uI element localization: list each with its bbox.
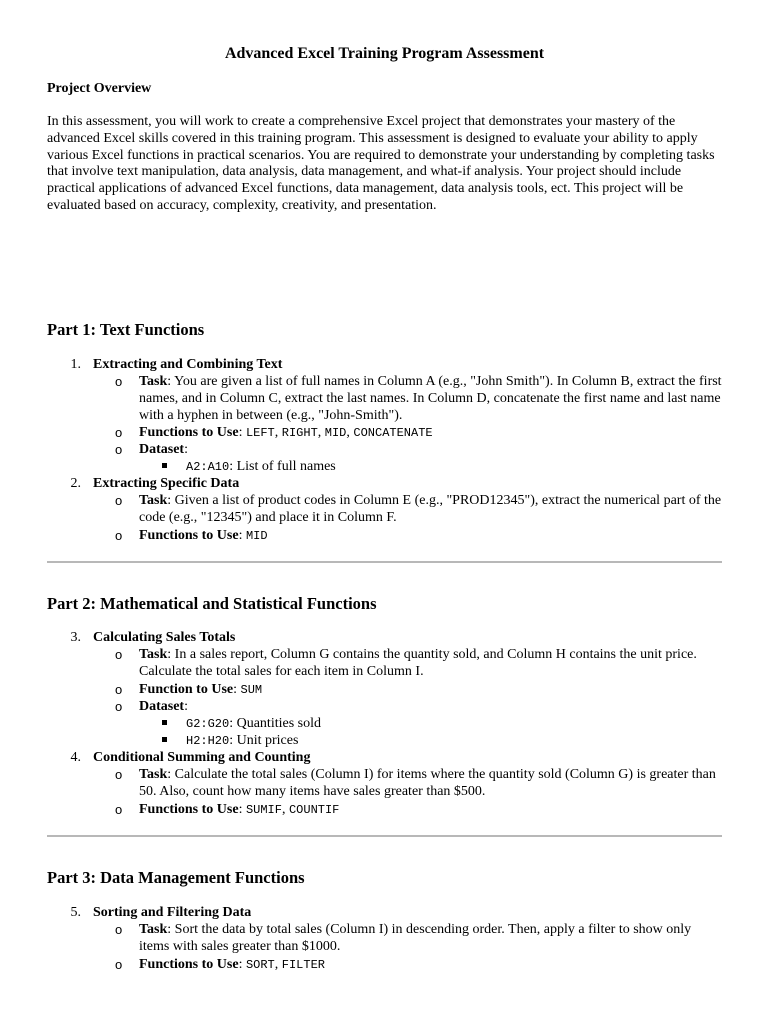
functions-label: Functions to Use — [139, 528, 239, 543]
circle-bullet-icon: o — [115, 493, 123, 508]
item-number: 4. — [70, 750, 81, 765]
circle-bullet-icon: o — [115, 767, 123, 782]
part1-heading: Part 1: Text Functions — [47, 320, 205, 339]
project-overview-heading: Project Overview — [47, 81, 152, 96]
task-label: Task — [139, 374, 168, 389]
function-name: SUMIF — [245, 803, 282, 817]
task-text: : In a sales report, Column G contains the quantity sold, and Column H contains the unit price. Calculate the total sales for each item in Column I. — [139, 647, 697, 679]
circle-bullet-icon: o — [115, 425, 123, 440]
function-name: LEFT — [245, 426, 275, 440]
item-number: 2. — [70, 476, 81, 491]
task-label: Task — [139, 922, 168, 937]
item-title: Extracting and Combining Text — [93, 357, 283, 372]
square-bullet-icon — [162, 720, 167, 725]
circle-bullet-icon: o — [115, 374, 123, 389]
functions-label: Functions to Use — [139, 802, 239, 817]
functions-label: Functions to Use — [139, 957, 239, 972]
circle-bullet-icon: o — [115, 647, 123, 662]
function-name: MID — [324, 426, 347, 440]
functions-label: Functions to Use — [139, 425, 239, 440]
function-name: RIGHT — [281, 426, 318, 440]
task-text: : Sort the data by total sales (Column I) in descending order. Then, apply a filter to show only items with sales greater than $1000. — [139, 922, 692, 954]
circle-bullet-icon: o — [115, 699, 123, 714]
square-bullet-icon — [162, 737, 167, 742]
square-bullet-icon — [162, 463, 167, 468]
function-label: Function to Use — [139, 682, 234, 697]
function-name: MID — [245, 529, 268, 543]
document-title: Advanced Excel Training Program Assessment — [224, 45, 545, 62]
range-description: : List of full names — [229, 459, 336, 474]
circle-bullet-icon: o — [115, 802, 123, 817]
task-text: : Calculate the total sales (Column I) for items where the quantity sold (Column G) is greater than 50. Also, count how many items have sales greater than $500. — [139, 767, 716, 799]
dataset-label: Dataset — [139, 699, 185, 714]
function-name: CONCATENATE — [353, 426, 433, 440]
range-description: : Quantities sold — [229, 716, 321, 731]
part3-heading: Part 3: Data Management Functions — [47, 868, 305, 887]
function-name: SORT — [245, 958, 275, 972]
item-number: 1. — [70, 357, 81, 372]
item-title: Calculating Sales Totals — [93, 630, 236, 645]
task-text: : You are given a list of full names in Column A (e.g., "John Smith"). In Column B, extract the first names, and in Column C, extract the last names. In Column D, concatenate the first name and last name with a hyphen in between (e.g., "John-Smith"). — [139, 374, 722, 423]
circle-bullet-icon: o — [115, 442, 123, 457]
cell-range: H2:H20 — [186, 734, 230, 748]
intro-paragraph: In this assessment, you will work to create a comprehensive Excel project that demonstrates your mastery of the advanced Excel skills covered in this training program. This assessment is designed to evaluate your ability to apply various Excel functions in practical scenarios. You are required to demonstrate your understanding by completing tasks that involve text manipulation, data analysis, data management, and what-if analysis. Your project should include practical applications of advanced Excel functions, data management, data analysis tools, ect. This project will be evaluated based on accuracy, complexity, creativity, and presentation. — [47, 114, 715, 213]
section-divider — [47, 561, 722, 563]
circle-bullet-icon: o — [115, 528, 123, 543]
task-text: : Given a list of product codes in Column E (e.g., "PROD12345"), extract the numerical part of the code (e.g., "12345") and place it in Column F. — [139, 493, 722, 525]
circle-bullet-icon: o — [115, 957, 123, 972]
task-label: Task — [139, 767, 168, 782]
range-description: : Unit prices — [229, 733, 299, 748]
function-name: SUM — [240, 683, 263, 697]
item-number: 3. — [70, 630, 81, 645]
section-divider — [47, 835, 722, 837]
item-title: Extracting Specific Data — [93, 476, 240, 491]
circle-bullet-icon: o — [115, 922, 123, 937]
cell-range: A2:A10 — [186, 460, 230, 474]
item-number: 5. — [70, 905, 81, 920]
function-name: FILTER — [281, 958, 325, 972]
item-title: Conditional Summing and Counting — [93, 750, 311, 765]
task-label: Task — [139, 647, 168, 662]
item-title: Sorting and Filtering Data — [93, 905, 252, 920]
cell-range: G2:G20 — [186, 717, 230, 731]
circle-bullet-icon: o — [115, 682, 123, 697]
function-name: COUNTIF — [288, 803, 340, 817]
dataset-label: Dataset — [139, 442, 185, 457]
task-label: Task — [139, 493, 168, 508]
part2-heading: Part 2: Mathematical and Statistical Functions — [47, 594, 377, 613]
